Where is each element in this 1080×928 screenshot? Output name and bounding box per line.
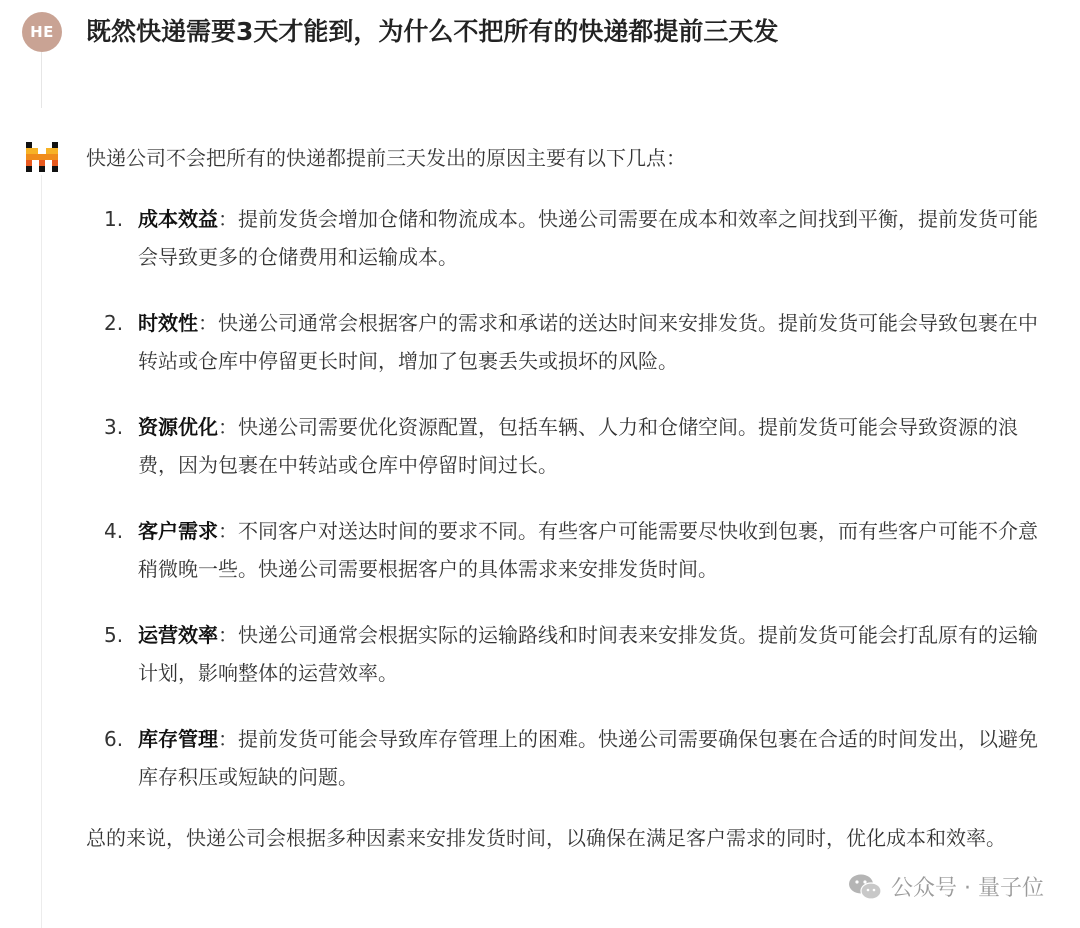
thread-connector xyxy=(41,175,42,928)
wechat-icon xyxy=(847,873,883,901)
list-item xyxy=(86,512,1056,588)
user-message xyxy=(22,12,778,52)
list-item xyxy=(86,408,1056,484)
list-item-body xyxy=(138,616,1052,692)
list-item-body xyxy=(138,512,1052,588)
list-item-body xyxy=(138,304,1052,380)
list-item-text: 快递公司需要优化资源配置，包括车辆、人力和仓储空间。提前发货可能会导致资源的浪费，因为包裹在中转站或仓库中停留时间过长。 xyxy=(138,415,1018,477)
list-item-text: 提前发货可能会导致库存管理上的困难。快递公司需要确保包裹在合适的时间发出，以避免库存积压或短缺的问题。 xyxy=(138,727,1038,789)
thread-connector xyxy=(41,52,42,108)
list-item-separator: ： xyxy=(218,727,238,751)
list-item-title: 库存管理 xyxy=(138,727,218,751)
list-item-number: 1. xyxy=(104,207,124,231)
list-item-body xyxy=(138,720,1052,796)
list-item xyxy=(86,720,1056,796)
mistral-logo-icon xyxy=(26,142,58,172)
list-item-body xyxy=(138,200,1052,276)
list-item-separator: ： xyxy=(198,311,218,335)
list-item-number: 4. xyxy=(104,519,124,543)
list-item-text: 快递公司通常会根据客户的需求和承诺的送达时间来安排发货。提前发货可能会导致包裹在中转站或仓库中停留更长时间，增加了包裹丢失或损坏的风险。 xyxy=(138,311,1038,373)
list-item xyxy=(86,200,1056,276)
watermark-text: 公众号 · 量子位 xyxy=(891,876,1044,901)
list-item-title: 成本效益 xyxy=(138,207,218,231)
user-avatar[interactable]: HE xyxy=(22,12,62,52)
list-item-title: 客户需求 xyxy=(138,519,218,543)
list-item-number: 2. xyxy=(104,311,124,335)
user-question: 既然快递需要3天才能到，为什么不把所有的快递都提前三天发 xyxy=(86,17,779,46)
list-item xyxy=(86,616,1056,692)
list-item-body xyxy=(138,408,1052,484)
list-item-number: 3. xyxy=(104,415,124,439)
answer-intro: 快递公司不会把所有的快递都提前三天发出的原因主要有以下几点： xyxy=(86,146,686,170)
list-item-text: 不同客户对送达时间的要求不同。有些客户可能需要尽快收到包裹，而有些客户可能不介意稍微晚一些。快递公司需要根据客户的具体需求来安排发货时间。 xyxy=(138,519,1038,581)
reasons-list xyxy=(86,200,1056,796)
list-item-separator: ： xyxy=(218,623,238,647)
list-item-title: 资源优化 xyxy=(138,415,218,439)
list-item-number: 5. xyxy=(104,623,124,647)
list-item-title: 时效性 xyxy=(138,311,198,335)
watermark xyxy=(847,871,1044,902)
list-item-text: 提前发货会增加仓储和物流成本。快递公司需要在成本和效率之间找到平衡，提前发货可能会导致更多的仓储费用和运输成本。 xyxy=(138,207,1038,269)
list-item-text: 快递公司通常会根据实际的运输路线和时间表来安排发货。提前发货可能会打乱原有的运输计划，影响整体的运营效率。 xyxy=(138,623,1038,685)
bot-answer xyxy=(86,140,1056,858)
list-item xyxy=(86,304,1056,380)
list-item-separator: ： xyxy=(218,415,238,439)
list-item-number: 6. xyxy=(104,727,124,751)
list-item-separator: ： xyxy=(218,519,238,543)
answer-conclusion: 总的来说，快递公司会根据多种因素来安排发货时间，以确保在满足客户需求的同时，优化成本和效率。 xyxy=(86,826,1006,850)
list-item-separator: ： xyxy=(218,207,238,231)
list-item-title: 运营效率 xyxy=(138,623,218,647)
